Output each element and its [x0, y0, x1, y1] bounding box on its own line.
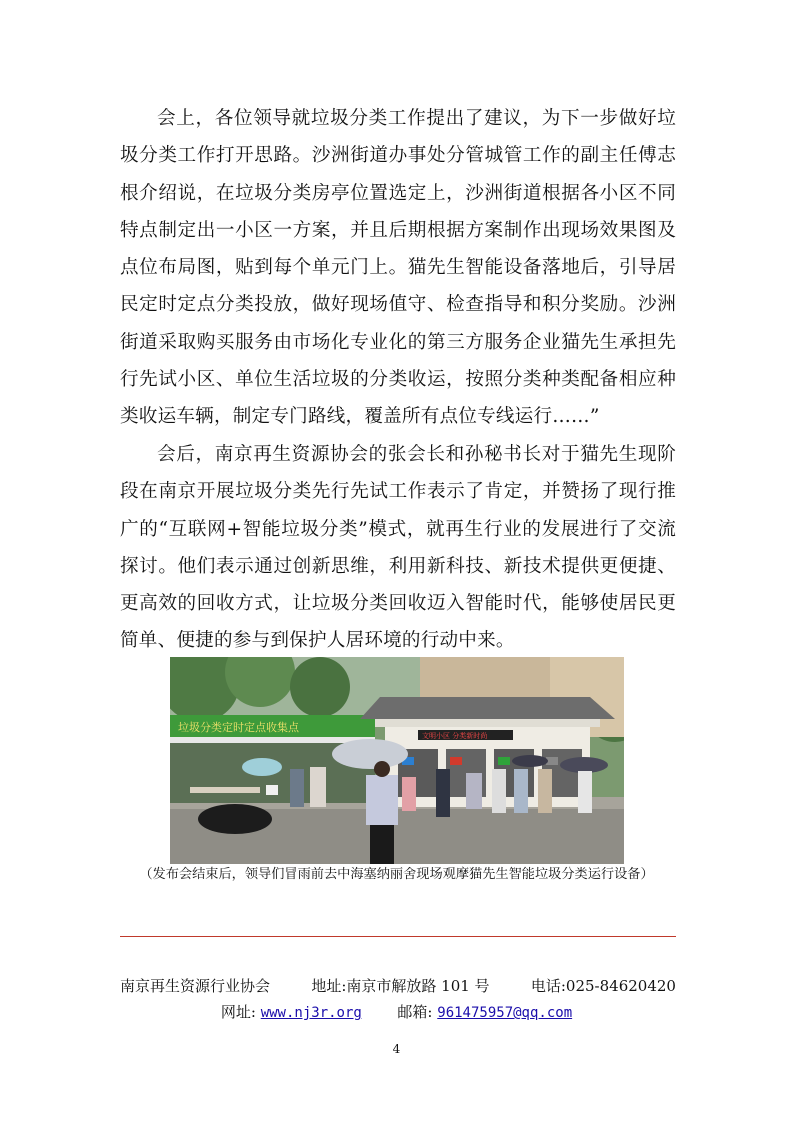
- website-link[interactable]: www.nj3r.org: [260, 1005, 362, 1021]
- photo-caption: （发布会结束后，领导们冒雨前去中海塞纳丽舍现场观摩猫先生智能垃圾分类运行设备）: [139, 867, 654, 882]
- body-paragraph-1: 会上，各位领导就垃圾分类工作提出了建议，为下一步做好垃圾分类工作打开思路。沙洲街道办事处分管城管工作的副主任傅志根介绍说，在垃圾分类房亭位置选定上，沙洲街道根据各小区不同特点制定出一小区一方案，并且后期根据方案制作出现场效果图及点位布局图，贴到每个单元门上。猫先生智能设备落地后，引导居民定时定点分类投放，做好现场值守、检查指导和积分奖励。沙洲街道采取购买服务由市场化专业化的第三方服务企业猫先生承担先行先试小区、单位生活垃圾的分类收运，按照分类种类配备相应种类收运车辆，制定专门路线，覆盖所有点位专线运行……”: [120, 108, 676, 428]
- footer-divider: [120, 936, 676, 937]
- body-paragraph-2: 会后，南京再生资源协会的张会长和孙秘书长对于猫先生现阶段在南京开展垃圾分类先行先试工作表示了肯定，并赞扬了现行推广的“互联网+智能垃圾分类”模式，就再生行业的发展进行了交流探讨。他们表示通过创新思维，利用新科技、新技术提供更便捷、更高效的回收方式，让垃圾分类回收迈入智能时代，能够使居民更简单、便捷的参与到保护人居环境的行动中来。: [120, 444, 676, 652]
- footer-contact-line: [120, 976, 676, 996]
- page-number: 4: [392, 1042, 401, 1056]
- footer-address: 地址:南京市解放路 101 号: [311, 977, 490, 995]
- banner-text: 垃圾分类定时定点收集点: [178, 721, 299, 734]
- email-link[interactable]: 961475957@qq.com: [437, 1005, 573, 1021]
- email-label: 邮箱:: [397, 1003, 433, 1021]
- footer-phone: 电话:025-84620420: [530, 977, 676, 995]
- event-photo: [170, 657, 624, 864]
- website-label: 网址:: [220, 1003, 256, 1021]
- footer-web-line: [0, 1002, 793, 1023]
- footer-org: 南京再生资源行业协会: [120, 977, 271, 995]
- led-sign-text: 文明小区 分类新时尚: [422, 732, 488, 740]
